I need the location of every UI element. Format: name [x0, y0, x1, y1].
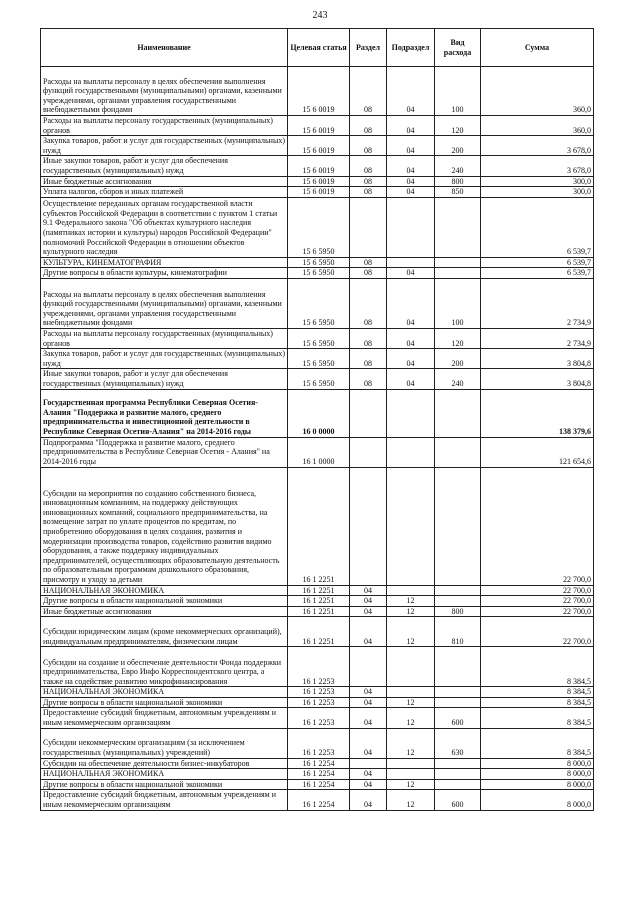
row-target: 16 1 2254	[288, 779, 350, 790]
row-amount: 6 539,7	[481, 257, 594, 268]
row-section: 08	[350, 369, 387, 389]
header-amount: Сумма	[481, 29, 594, 67]
row-subsection	[387, 257, 435, 268]
row-target: 15 6 5950	[288, 369, 350, 389]
row-subsection: 04	[387, 328, 435, 348]
row-subsection	[387, 437, 435, 467]
table-row	[41, 779, 594, 790]
row-expense-type: 200	[435, 136, 481, 156]
table-row	[41, 67, 594, 116]
row-amount: 3 804,8	[481, 349, 594, 369]
row-amount: 22 700,0	[481, 585, 594, 596]
row-amount: 3 678,0	[481, 136, 594, 156]
table-row	[41, 596, 594, 607]
row-name: Другие вопросы в области национальной экономики	[41, 596, 288, 607]
header-name: Наименование	[41, 29, 288, 67]
row-amount: 8 384,5	[481, 687, 594, 698]
row-expense-type	[435, 697, 481, 708]
table-body	[41, 67, 594, 811]
row-expense-type	[435, 687, 481, 698]
row-target: 16 1 2251	[288, 585, 350, 596]
table-header-row	[41, 29, 594, 67]
row-expense-type: 120	[435, 328, 481, 348]
row-target: 15 6 0019	[288, 176, 350, 187]
row-amount: 8 000,0	[481, 769, 594, 780]
row-amount: 6 539,7	[481, 197, 594, 257]
row-name: Иные закупки товаров, работ и услуг для обеспечения государственных (муниципальных) нужд	[41, 156, 288, 176]
row-expense-type: 100	[435, 278, 481, 328]
row-subsection: 12	[387, 779, 435, 790]
row-expense-type: 200	[435, 349, 481, 369]
header-section: Раздел	[350, 29, 387, 67]
row-section: 04	[350, 728, 387, 758]
table-row	[41, 369, 594, 389]
row-target: 16 0 0000	[288, 389, 350, 437]
row-subsection: 04	[387, 156, 435, 176]
row-target: 16 1 2251	[288, 617, 350, 647]
row-target: 16 1 2254	[288, 769, 350, 780]
row-section: 04	[350, 596, 387, 607]
row-expense-type: 120	[435, 116, 481, 136]
row-expense-type: 100	[435, 67, 481, 116]
header-subsection: Подраздел	[387, 29, 435, 67]
row-amount: 121 654,6	[481, 437, 594, 467]
row-expense-type: 240	[435, 156, 481, 176]
row-expense-type	[435, 197, 481, 257]
table-row	[41, 790, 594, 810]
row-section: 04	[350, 697, 387, 708]
row-target: 15 6 5950	[288, 257, 350, 268]
table-row	[41, 136, 594, 156]
row-subsection	[387, 647, 435, 687]
row-section: 08	[350, 349, 387, 369]
row-amount: 22 700,0	[481, 467, 594, 585]
row-expense-type	[435, 769, 481, 780]
row-section: 08	[350, 257, 387, 268]
row-amount: 300,0	[481, 187, 594, 198]
row-amount: 8 384,5	[481, 697, 594, 708]
row-subsection	[387, 758, 435, 769]
row-name: Подпрограмма "Поддержка и развитие малого, среднего предпринимательства в Республике Северная Осетия - Алания" на 2014-2016 годы	[41, 437, 288, 467]
row-target: 15 6 0019	[288, 187, 350, 198]
row-expense-type	[435, 268, 481, 279]
row-name: Субсидии на мероприятия по созданию собственного бизнеса, инновационным компаниям, на поддержку действующих инновационных компаний, социального предпринимательства, на возмещение затрат по уплате процентов по кредитам, по приобретению оборудования в целях создания, развития и модернизации производства товаров, содействию развития видимо оборудования, а также поддержку индивидуальных предпринимателей, осуществляющих образовательную деятельность по образовательным программам дошкольного образования, присмотру и уходу за детьми	[41, 467, 288, 585]
table-row	[41, 437, 594, 467]
row-name: Расходы на выплаты персоналу государственных (муниципальных) органов	[41, 328, 288, 348]
row-amount: 22 700,0	[481, 596, 594, 607]
row-section	[350, 758, 387, 769]
row-name: Субсидии юридическим лицам (кроме некоммерческих организаций), индивидуальным предпринимателям, физическим лицам	[41, 617, 288, 647]
row-name: Иные бюджетные ассигнования	[41, 176, 288, 187]
row-name: Расходы на выплаты персоналу государственных (муниципальных) органов	[41, 116, 288, 136]
header-target: Целевая статья	[288, 29, 350, 67]
row-section	[350, 647, 387, 687]
row-target: 15 6 5950	[288, 197, 350, 257]
row-subsection: 04	[387, 136, 435, 156]
row-amount: 360,0	[481, 116, 594, 136]
row-expense-type	[435, 585, 481, 596]
row-section: 08	[350, 187, 387, 198]
page-number: 243	[312, 10, 328, 21]
row-expense-type: 630	[435, 728, 481, 758]
row-name: Государственная программа Республики Северная Осетия-Алания "Поддержка и развитие малого, среднего предпринимательства и инвестиционной деятельности в Республике Северная Осетия-Алания" на 2014-2016 годы	[41, 389, 288, 437]
row-expense-type	[435, 389, 481, 437]
row-section: 04	[350, 708, 387, 728]
table-row	[41, 349, 594, 369]
row-name: Закупка товаров, работ и услуг для государственных (муниципальных) нужд	[41, 349, 288, 369]
row-name: Другие вопросы в области культуры, кинематографии	[41, 268, 288, 279]
row-subsection	[387, 585, 435, 596]
row-section: 08	[350, 136, 387, 156]
row-name: Другие вопросы в области национальной экономики	[41, 779, 288, 790]
row-amount: 22 700,0	[481, 606, 594, 617]
row-name: НАЦИОНАЛЬНАЯ ЭКОНОМИКА	[41, 769, 288, 780]
row-subsection: 04	[387, 369, 435, 389]
row-target: 16 1 2253	[288, 687, 350, 698]
table-row	[41, 187, 594, 198]
row-target: 16 1 2254	[288, 790, 350, 810]
row-target: 15 6 0019	[288, 156, 350, 176]
row-subsection	[387, 769, 435, 780]
row-target: 15 6 5950	[288, 349, 350, 369]
row-section: 08	[350, 116, 387, 136]
row-target: 16 1 2253	[288, 697, 350, 708]
row-name: Иные закупки товаров, работ и услуг для обеспечения государственных (муниципальных) нужд	[41, 369, 288, 389]
table-row	[41, 708, 594, 728]
row-expense-type: 800	[435, 176, 481, 187]
row-name: Предоставление субсидий бюджетным, автономным учреждениям и иным некоммерческим организациям	[41, 790, 288, 810]
row-target: 16 1 2251	[288, 467, 350, 585]
row-subsection: 04	[387, 116, 435, 136]
row-subsection	[387, 687, 435, 698]
row-name: Другие вопросы в области национальной экономики	[41, 697, 288, 708]
row-expense-type	[435, 437, 481, 467]
row-subsection: 04	[387, 268, 435, 279]
row-expense-type	[435, 467, 481, 585]
row-name: Предоставление субсидий бюджетным, автономным учреждениям и иным некоммерческим организациям	[41, 708, 288, 728]
header-expense-type: Вид расхода	[435, 29, 481, 67]
row-section: 04	[350, 779, 387, 790]
table-row	[41, 758, 594, 769]
row-name: Субсидии на обеспечение деятельности бизнес-инкубаторов	[41, 758, 288, 769]
row-target: 15 6 5950	[288, 268, 350, 279]
row-section	[350, 467, 387, 585]
table-row	[41, 617, 594, 647]
row-amount: 2 734,9	[481, 328, 594, 348]
row-section: 08	[350, 268, 387, 279]
table-row	[41, 257, 594, 268]
row-section: 04	[350, 617, 387, 647]
budget-table	[40, 28, 594, 811]
table-row	[41, 728, 594, 758]
table-row	[41, 278, 594, 328]
row-subsection: 12	[387, 596, 435, 607]
row-expense-type: 810	[435, 617, 481, 647]
row-section	[350, 197, 387, 257]
row-expense-type: 240	[435, 369, 481, 389]
row-subsection: 12	[387, 708, 435, 728]
row-section: 04	[350, 606, 387, 617]
row-amount: 8 000,0	[481, 758, 594, 769]
table-row	[41, 647, 594, 687]
row-target: 16 1 2253	[288, 728, 350, 758]
row-amount: 3 804,8	[481, 369, 594, 389]
row-expense-type: 800	[435, 606, 481, 617]
row-subsection: 04	[387, 176, 435, 187]
table-row	[41, 697, 594, 708]
row-expense-type	[435, 257, 481, 268]
row-amount: 360,0	[481, 67, 594, 116]
table-row	[41, 176, 594, 187]
table-row	[41, 687, 594, 698]
row-expense-type	[435, 779, 481, 790]
row-section: 08	[350, 176, 387, 187]
row-subsection: 04	[387, 187, 435, 198]
table-row	[41, 328, 594, 348]
row-name: НАЦИОНАЛЬНАЯ ЭКОНОМИКА	[41, 687, 288, 698]
row-subsection	[387, 467, 435, 585]
row-amount: 8 384,5	[481, 708, 594, 728]
row-subsection: 04	[387, 67, 435, 116]
row-target: 15 6 0019	[288, 116, 350, 136]
table-row	[41, 467, 594, 585]
row-section	[350, 437, 387, 467]
row-section	[350, 389, 387, 437]
row-name: Уплата налогов, сборов и иных платежей	[41, 187, 288, 198]
row-section: 08	[350, 156, 387, 176]
row-section: 08	[350, 278, 387, 328]
row-expense-type	[435, 758, 481, 769]
row-section: 08	[350, 67, 387, 116]
row-amount: 22 700,0	[481, 617, 594, 647]
row-section: 04	[350, 790, 387, 810]
row-name: НАЦИОНАЛЬНАЯ ЭКОНОМИКА	[41, 585, 288, 596]
row-amount: 8 000,0	[481, 779, 594, 790]
row-name: Расходы на выплаты персоналу в целях обеспечения выполнения функций государственными (муниципальными) органами, казенными учреждениями, органами управления государственными внебюджетными фондами	[41, 278, 288, 328]
row-target: 15 6 0019	[288, 136, 350, 156]
row-amount: 3 678,0	[481, 156, 594, 176]
row-amount: 8 384,5	[481, 647, 594, 687]
row-target: 16 1 2251	[288, 606, 350, 617]
row-subsection: 12	[387, 617, 435, 647]
row-target: 16 1 2254	[288, 758, 350, 769]
row-expense-type: 600	[435, 708, 481, 728]
row-target: 15 6 5950	[288, 278, 350, 328]
row-subsection: 12	[387, 728, 435, 758]
row-section: 08	[350, 328, 387, 348]
row-target: 16 1 2251	[288, 596, 350, 607]
row-subsection: 12	[387, 790, 435, 810]
table-row	[41, 606, 594, 617]
row-name: Иные бюджетные ассигнования	[41, 606, 288, 617]
row-section: 04	[350, 687, 387, 698]
row-subsection: 04	[387, 278, 435, 328]
row-name: Закупка товаров, работ и услуг для государственных (муниципальных) нужд	[41, 136, 288, 156]
row-amount: 8 384,5	[481, 728, 594, 758]
row-amount: 6 539,7	[481, 268, 594, 279]
table-row	[41, 585, 594, 596]
row-subsection: 12	[387, 606, 435, 617]
row-subsection: 12	[387, 697, 435, 708]
row-amount: 300,0	[481, 176, 594, 187]
row-section: 04	[350, 585, 387, 596]
row-section: 04	[350, 769, 387, 780]
table-row	[41, 156, 594, 176]
row-name: Расходы на выплаты персоналу в целях обеспечения выполнения функций государственными (муниципальными) органами, казенными учреждениями, органами управления государственными внебюджетными фондами	[41, 67, 288, 116]
row-amount: 2 734,9	[481, 278, 594, 328]
row-target: 16 1 0000	[288, 437, 350, 467]
row-expense-type	[435, 596, 481, 607]
row-expense-type: 600	[435, 790, 481, 810]
row-name: Субсидии некоммерческим организациям (за исключением государственных (муниципальных) учреждений)	[41, 728, 288, 758]
row-amount: 138 379,6	[481, 389, 594, 437]
table-row	[41, 116, 594, 136]
row-amount: 8 000,0	[481, 790, 594, 810]
row-target: 16 1 2253	[288, 708, 350, 728]
row-subsection: 04	[387, 349, 435, 369]
table-row	[41, 268, 594, 279]
table-row	[41, 769, 594, 780]
table-row	[41, 197, 594, 257]
row-expense-type	[435, 647, 481, 687]
row-name: Осуществление переданных органам государственной власти субъектов Российской Федерации в соответствии с пунктом 1 статьи 9.1 Федерального закона "Об объектах культурного наследия (памятниках истории и культуры) народов Российской Федерации" полномочий Российской Федерации в отношении объектов культурного наследия	[41, 197, 288, 257]
row-target: 15 6 0019	[288, 67, 350, 116]
row-target: 15 6 5950	[288, 328, 350, 348]
table-row	[41, 389, 594, 437]
row-target: 16 1 2253	[288, 647, 350, 687]
row-name: КУЛЬТУРА, КИНЕМАТОГРАФИЯ	[41, 257, 288, 268]
row-subsection	[387, 197, 435, 257]
row-expense-type: 850	[435, 187, 481, 198]
row-subsection	[387, 389, 435, 437]
row-name: Субсидии на создание и обеспечение деятельности Фонда поддержки предпринимательства, Евро Инфо Корреспондентского центра, а также на содействие развитию микрофинансирования	[41, 647, 288, 687]
